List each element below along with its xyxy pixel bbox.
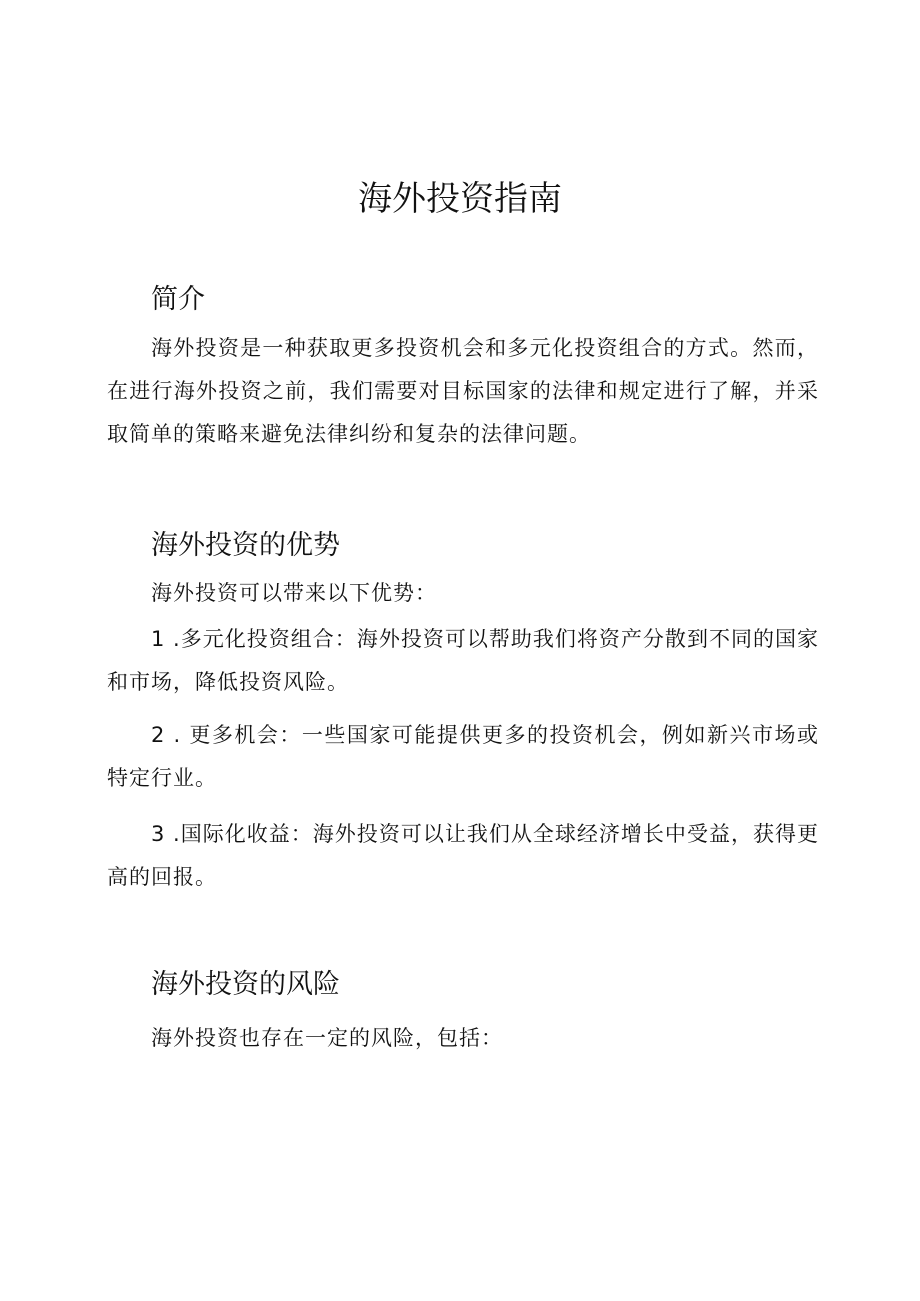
risks-lead: 海外投资也存在一定的风险，包括： xyxy=(151,1026,503,1050)
section-heading-intro: 简介 xyxy=(151,284,205,315)
section-heading-risks: 海外投资的风险 xyxy=(151,969,340,1000)
advantage-item-3: 3 .国际化收益：海外投资可以让我们从全球经济增长中受益，获得更高的回报。 xyxy=(107,822,819,889)
document-title: 海外投资指南 xyxy=(358,179,562,219)
advantages-lead: 海外投资可以带来以下优势： xyxy=(151,581,437,605)
advantage-item-1: 1 .多元化投资组合：海外投资可以帮助我们将资产分散到不同的国家和市场，降低投资风险。 xyxy=(107,627,819,694)
intro-paragraph: 海外投资是一种获取更多投资机会和多元化投资组合的方式。然而，在进行海外投资之前，我们需要对目标国家的法律和规定进行了解，并采取简单的策略来避免法律纠纷和复杂的法律问题。 xyxy=(107,336,819,446)
section-heading-advantages: 海外投资的优势 xyxy=(151,530,340,561)
advantage-item-2: 2 . 更多机会：一些国家可能提供更多的投资机会，例如新兴市场或特定行业。 xyxy=(107,723,819,790)
